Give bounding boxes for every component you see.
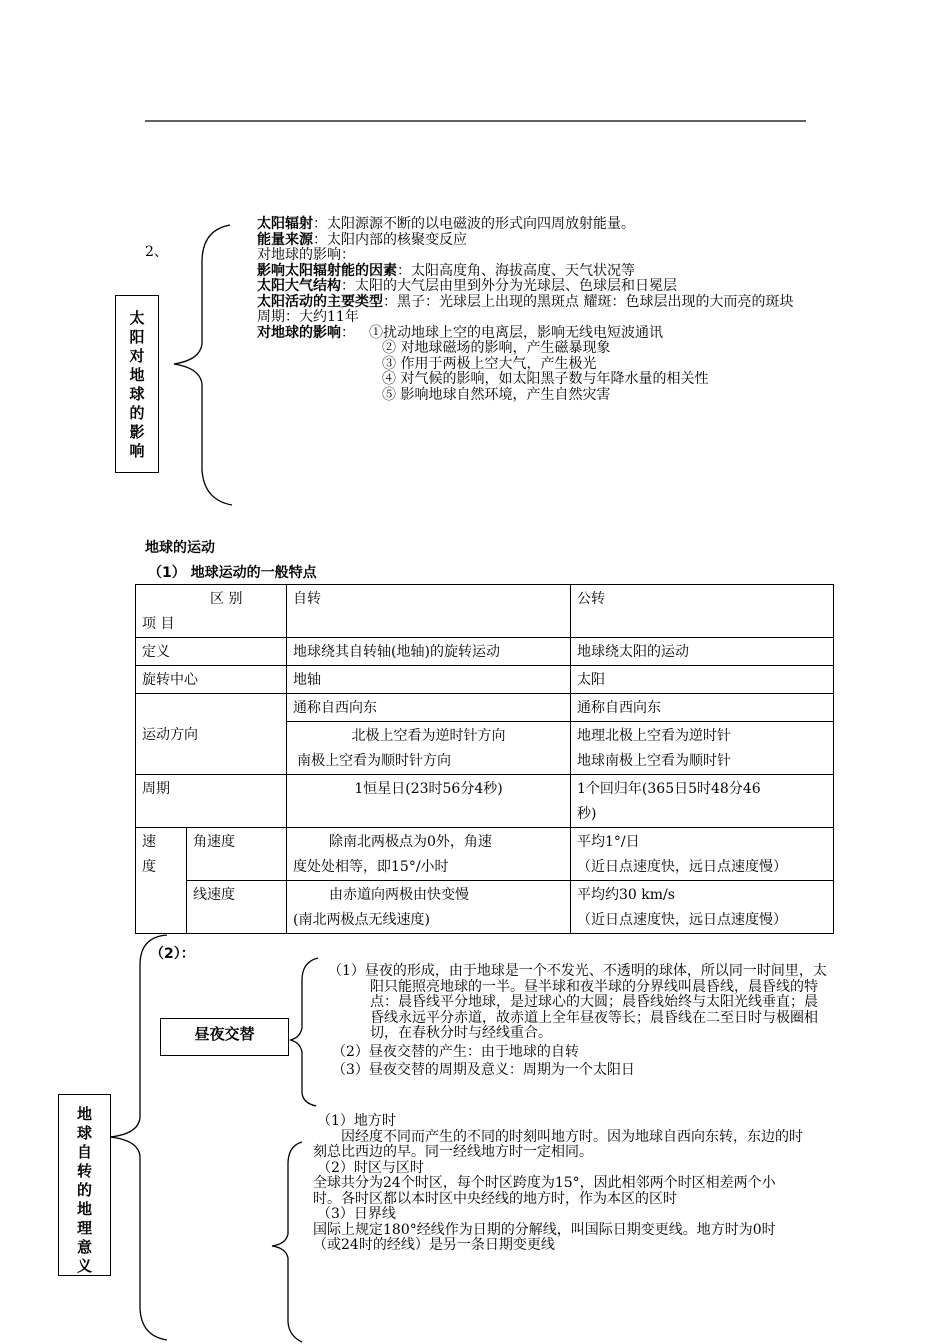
daynight-box — [160, 1018, 289, 1056]
rotation-meaning-title: 地球自转的地理意义 — [76, 1105, 92, 1275]
effect-item: ③ 作用于两极上空大气，产生极光 — [382, 355, 597, 372]
time-line: （或24时的经线）是另一条日期变更线 — [313, 1237, 555, 1253]
effect-item: ④ 对气候的影响，如太阳黑子数与年降水量的相关性 — [382, 371, 709, 387]
rotation-meaning-box — [58, 1094, 111, 1276]
time-line: 时。各时区都以本时区中央经线的地方时，作为本区的区时 — [313, 1190, 677, 1207]
time-line: （3）日界线 — [317, 1206, 396, 1222]
table-row: 周期 1恒星日(23时56分4秒) 1个回归年(365日5时48分46 秒) — [136, 775, 834, 828]
sun-line: 太阳活动的主要类型：黑子：光球层上出现的黑斑点 耀斑：色球层出现的大而亮的斑块 — [257, 293, 794, 310]
daynight-line: 点：晨昏线平分地球，是过球心的大圆；晨昏线始终与太阳光线垂直；晨 — [370, 994, 818, 1010]
daynight-line: （2）昼夜交替的产生：由于地球的自转 — [332, 1043, 579, 1060]
sun-line: 周期：大约11年 — [257, 309, 359, 325]
time-line: （2）时区与区时 — [317, 1159, 424, 1176]
table-row: 定义 地球绕其自转轴(地轴)的旋转运动 地球绕太阳的运动 — [136, 638, 834, 666]
table-row: 北极上空看为逆时针方向 南极上空看为顺时针方向 地理北极上空看为逆时针 地球南极上空看为顺时针 — [136, 722, 834, 775]
table-row: 运动方向 通称自西向东 通称自西向东 — [136, 694, 834, 722]
daynight-title: 昼夜交替 — [194, 1025, 255, 1043]
time-brace — [272, 1142, 302, 1342]
daynight-line: 昏线永远平分赤道，故赤道上全年昼夜等长；晨昏线在二至日时与极圈相 — [370, 1009, 818, 1026]
outer-brace — [110, 935, 167, 1340]
sun-line: 对地球的影响： — [257, 247, 355, 263]
daynight-block — [328, 964, 827, 1079]
sun-line: 太阳大气结构：太阳的大气层由里到外分为光球层、色球层和日冕层 — [257, 278, 677, 294]
sun-effect-box — [115, 295, 159, 473]
section2-brace — [174, 225, 232, 505]
sun-info-block — [257, 217, 793, 403]
time-block — [313, 1114, 803, 1254]
time-line: 全球共分为24个时区，每个时区跨度为15°，因此相邻两个时区相差两个小 — [313, 1175, 776, 1191]
table-row: 线速度 由赤道向两极由快变慢 (南北两极点无线速度) 平均约30 km/s （近日点速度快，远日点速度慢） — [136, 881, 834, 934]
item-label: （2）： — [150, 946, 195, 962]
daynight-brace — [290, 958, 318, 1106]
daynight-line: （1）昼夜的形成，由于地球是一个不发光、不透明的球体，所以同一时间里，太 — [328, 963, 827, 979]
effect-item: ⑤ 影响地球自然环境，产生自然灾害 — [382, 386, 611, 403]
sun-line: 能量来源：太阳内部的核聚变反应 — [257, 231, 467, 248]
table-row: 速 度 角速度 除南北两极点为0外，角速 度处处相等，即15°/小时 平均1°/日 （近日点速度快，远日点速度慢） — [136, 828, 834, 881]
motion-subheading: （1） 地球运动的一般特点 — [148, 565, 317, 581]
time-line: 因经度不同而产生的不同的时刻叫地方时。因为地球自西向东转，东边的时 — [341, 1128, 803, 1145]
table-row: 旋转中心 地轴 太阳 — [136, 666, 834, 694]
time-line: 国际上规定180°经线作为日期的分解线，叫国际日期变更线。地方时为0时 — [313, 1221, 776, 1238]
motion-heading: 地球的运动 — [145, 540, 215, 556]
time-line: （1）地方时 — [317, 1113, 396, 1129]
daynight-line: 阳只能照亮地球的一半。昼半球和夜半球的分界线叫晨昏线，晨昏线的特 — [370, 978, 818, 995]
daynight-line: （3）昼夜交替的周期及意义：周期为一个太阳日 — [332, 1062, 635, 1078]
effect-item: ② 对地球磁场的影响，产生磁暴现象 — [382, 340, 611, 356]
sun-line: 太阳辐射：太阳源源不断的以电磁波的形式向四周放射能量。 — [257, 216, 635, 232]
daynight-line: 切，在春秋分时与经线重合。 — [370, 1025, 552, 1041]
table-row: 区 别 项 目 自转 公转 — [136, 585, 834, 638]
motion-table — [135, 584, 834, 934]
sun-effect-title: 太阳对地球的影响 — [129, 309, 145, 460]
sun-line: 对地球的影响： ①扰动地球上空的电离层，影响无线电短波通讯 — [257, 324, 663, 341]
section-number: 2、 — [145, 244, 168, 260]
time-line: 刻总比西边的早。同一经线地方时一定相同。 — [313, 1144, 593, 1160]
sun-line: 影响太阳辐射能的因素：太阳高度角、海拔高度、天气状况等 — [257, 262, 635, 279]
